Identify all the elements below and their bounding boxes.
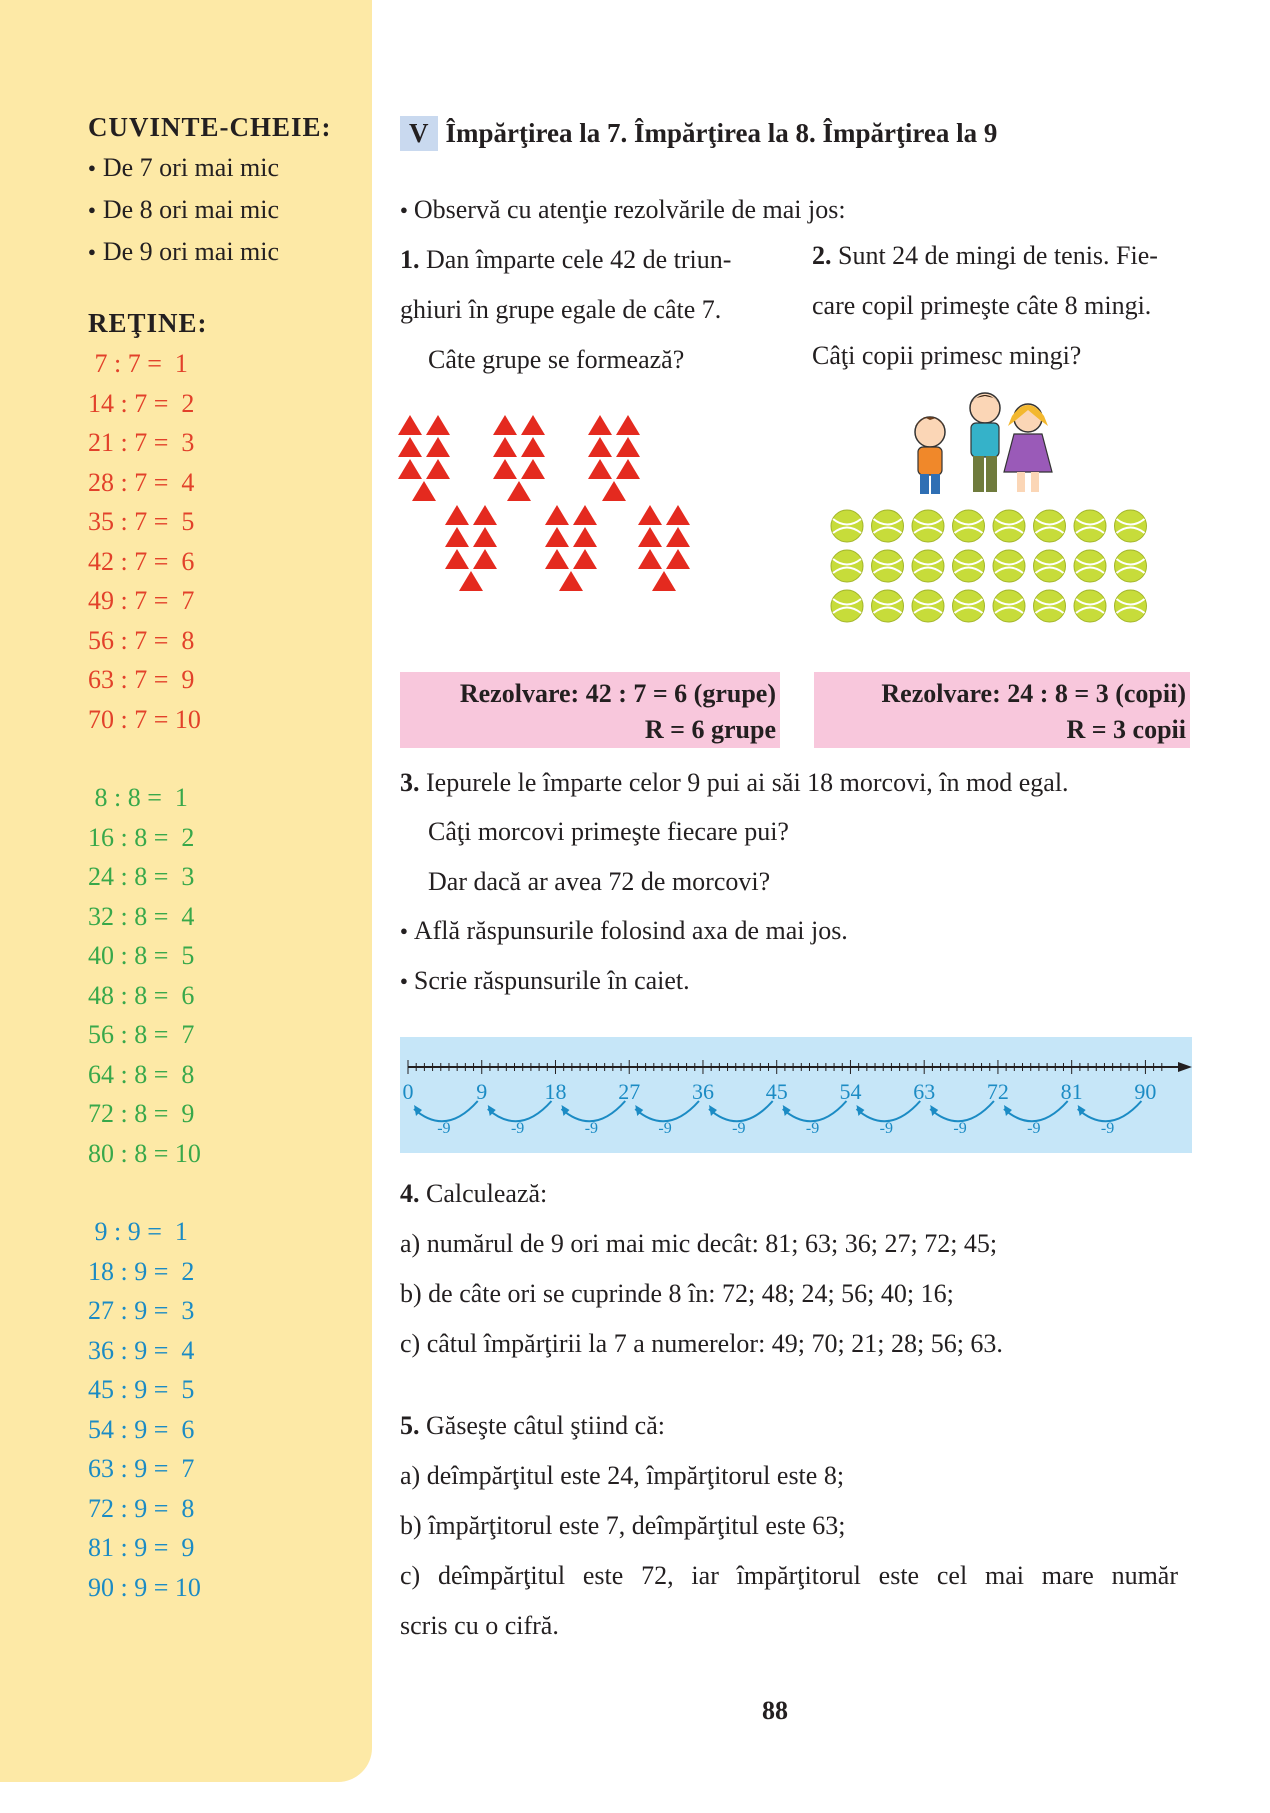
table-row: 16 : 8 = 2: [88, 822, 195, 852]
triangle-icon: [638, 527, 662, 547]
jump-label: -9: [1100, 1120, 1115, 1137]
number-line: [400, 1037, 1192, 1153]
tennis-balls-illustration: [830, 508, 1160, 633]
triangle-icon: [398, 415, 422, 435]
triangle-icon: [602, 481, 626, 501]
tick-label: 90: [1134, 1079, 1157, 1104]
division-table-8: [88, 778, 201, 1173]
triangle-icon: [521, 459, 545, 479]
child-icon: [970, 393, 1000, 492]
ex3-number: 3.: [400, 768, 420, 797]
triangle-icon: [507, 481, 531, 501]
triangle-icon: [521, 437, 545, 457]
table-row: 9 : 9 = 1: [88, 1217, 188, 1246]
ex2-number: 2.: [812, 241, 832, 270]
tick-label: 45: [765, 1079, 788, 1104]
tennis-ball-icon: [912, 590, 944, 622]
children-illustration: [900, 380, 1070, 505]
triangle-icon: [398, 459, 422, 479]
table-row: 49 : 7 = 7: [88, 586, 195, 615]
tick-label: 9: [476, 1079, 488, 1104]
table-row: 27 : 9 = 3: [88, 1296, 195, 1325]
triangle-icon: [445, 505, 469, 525]
table-row: 48 : 8 = 6: [88, 980, 195, 1010]
triangle-icon: [616, 415, 640, 435]
ex2-solution-box: [814, 672, 1190, 748]
table-row: 24 : 8 = 3: [88, 862, 195, 891]
table-row: 63 : 7 = 9: [88, 665, 195, 694]
table-row: 7 : 7 = 1: [88, 349, 188, 378]
ex4-number: 4.: [400, 1179, 420, 1208]
table-row: 14 : 7 = 2: [88, 388, 195, 418]
tennis-ball-icon: [912, 550, 944, 582]
triangle-icon: [493, 437, 517, 457]
tick-label: 54: [839, 1079, 862, 1104]
triangle-icon: [545, 505, 569, 525]
tennis-ball-icon: [872, 550, 904, 582]
chapter-title: [400, 116, 997, 151]
tennis-ball-icon: [993, 590, 1025, 622]
table-row: 45 : 9 = 5: [88, 1375, 195, 1404]
jump-arc: [856, 1101, 920, 1121]
table-row: 42 : 7 = 6: [88, 546, 195, 576]
triangle-icon: [588, 459, 612, 479]
triangle-icon: [666, 527, 690, 547]
tennis-ball-icon: [953, 550, 985, 582]
ex5-c1: c) deîmpărţitul este 72, iar împărţitorul este cel mai mare număr: [400, 1561, 1178, 1590]
keyword-item: ● De 8 ori mai mic: [88, 190, 279, 232]
table-row: 56 : 8 = 7: [88, 1020, 195, 1049]
tick-label: 81: [1060, 1079, 1083, 1104]
triangle-icon: [573, 505, 597, 525]
table-row: 40 : 8 = 5: [88, 941, 195, 970]
child-icon: [1004, 404, 1052, 492]
tennis-ball-icon: [1115, 550, 1147, 582]
jump-arc: [1078, 1101, 1142, 1121]
table-row: 80 : 8 = 10: [88, 1138, 201, 1168]
triangle-icon: [559, 571, 583, 591]
ex4-a: a) numărul de 9 ori mai mic decât: 81; 63; 36; 27; 72; 45;: [400, 1229, 998, 1258]
table-row: 81 : 9 = 9: [88, 1533, 195, 1562]
tennis-ball-icon: [831, 510, 863, 542]
page-number: 88: [762, 1696, 788, 1725]
intro-text: ● Observă cu atenţie rezolvările de mai jos:: [400, 190, 846, 232]
chapter-number: V: [400, 116, 438, 151]
tennis-ball-icon: [1074, 590, 1106, 622]
triangle-icon: [545, 549, 569, 569]
triangle-icon: [638, 505, 662, 525]
table-row: 64 : 8 = 8: [88, 1059, 195, 1089]
tennis-ball-icon: [872, 510, 904, 542]
jump-label: -9: [1027, 1120, 1041, 1137]
triangle-icon: [638, 549, 662, 569]
jump-label: -9: [658, 1120, 672, 1137]
ex2-line2: care copil primeşte câte 8 mingi.: [812, 291, 1152, 320]
tennis-ball-icon: [993, 510, 1025, 542]
ex4-b: b) de câte ori se cuprinde 8 în: 72; 48; 24; 56; 40; 16;: [400, 1279, 954, 1308]
jump-arc: [488, 1101, 552, 1121]
ex3-line1: 3. Iepurele le împarte celor 9 pui ai săi 18 morcovi, în mod egal.: [400, 768, 1069, 797]
tennis-ball-icon: [1034, 550, 1066, 582]
triangle-icon: [493, 459, 517, 479]
tick-label: 63: [913, 1079, 936, 1104]
ex1-number: 1.: [400, 245, 420, 274]
tick-label: 27: [618, 1079, 641, 1104]
tennis-ball-icon: [953, 510, 985, 542]
ex1-line2: ghiuri în grupe egale de câte 7.: [400, 295, 722, 324]
triangle-icon: [473, 505, 497, 525]
table-row: 70 : 7 = 10: [88, 704, 201, 734]
table-row: 72 : 9 = 8: [88, 1493, 195, 1523]
keywords-title: CUVINTE-CHEIE:: [88, 112, 332, 142]
tennis-ball-icon: [831, 590, 863, 622]
jump-label: -9: [584, 1120, 599, 1137]
triangle-icon: [666, 549, 690, 569]
table-row: 56 : 7 = 8: [88, 625, 195, 655]
tick-label: 72: [986, 1079, 1009, 1104]
triangle-icon: [426, 459, 450, 479]
ex1-line1: 1. Dan împarte cele 42 de triun-: [400, 245, 732, 274]
jump-label: -9: [732, 1120, 746, 1137]
tick-label: 18: [544, 1079, 567, 1104]
ex5-b: b) împărţitorul este 7, deîmpărţitul este 63;: [400, 1511, 846, 1540]
ex3-bullet1: ● Află răspunsurile folosind axa de mai jos.: [400, 911, 848, 953]
ex5-title: 5. Găseşte câtul ştiind că:: [400, 1411, 665, 1440]
triangle-icon: [445, 527, 469, 547]
tennis-ball-icon: [1034, 590, 1066, 622]
tennis-ball-icon: [1115, 510, 1147, 542]
tennis-ball-icon: [912, 510, 944, 542]
arrow-icon: [1178, 1062, 1192, 1072]
jump-label: -9: [879, 1120, 893, 1137]
chapter-title-text: Împărţirea la 7. Împărţirea la 8. Împărţirea la 9: [445, 118, 998, 148]
triangle-icon: [445, 549, 469, 569]
table-row: 63 : 9 = 7: [88, 1454, 195, 1483]
jump-label: -9: [437, 1120, 451, 1137]
triangle-icon: [666, 505, 690, 525]
tennis-ball-icon: [1115, 590, 1147, 622]
number-line-axis: [400, 1037, 1192, 1153]
ex2-answer: R = 3 copii: [1066, 715, 1186, 744]
division-table-7: [88, 344, 201, 739]
triangle-icon: [616, 437, 640, 457]
division-table-9: [88, 1212, 201, 1607]
table-row: 28 : 7 = 4: [88, 467, 195, 497]
keyword-item: ● De 7 ori mai mic: [88, 148, 279, 190]
tennis-ball-icon: [1034, 510, 1066, 542]
tennis-ball-icon: [872, 590, 904, 622]
triangle-icon: [493, 415, 517, 435]
triangles-illustration: [398, 415, 748, 637]
table-row: 90 : 9 = 10: [88, 1572, 201, 1602]
table-row: 35 : 7 = 5: [88, 507, 195, 536]
jump-arc: [709, 1101, 773, 1121]
retine-title: REŢINE:: [88, 308, 208, 338]
jump-label: -9: [510, 1120, 525, 1137]
triangle-icon: [426, 415, 450, 435]
ex5-a: a) deîmpărţitul este 24, împărţitorul este 8;: [400, 1461, 845, 1490]
table-row: 8 : 8 = 1: [88, 783, 188, 812]
ex1-question: Câte grupe se formează?: [428, 345, 685, 374]
jump-arc: [561, 1101, 625, 1121]
keywords-list: [88, 148, 279, 274]
table-row: 18 : 9 = 2: [88, 1256, 195, 1286]
ex2-solution: Rezolvare: 24 : 8 = 3 (copii): [881, 679, 1186, 708]
triangle-icon: [616, 459, 640, 479]
ex5-number: 5.: [400, 1411, 420, 1440]
ex2-question: Câţi copii primesc mingi?: [812, 341, 1082, 370]
triangle-icon: [398, 437, 422, 457]
ex4-c: c) câtul împărţirii la 7 a numerelor: 49; 70; 21; 28; 56; 63.: [400, 1329, 1003, 1358]
ex3-line2: Câţi morcovi primeşte fiecare pui?: [428, 817, 789, 846]
triangle-icon: [426, 437, 450, 457]
jump-arc: [930, 1101, 994, 1121]
ex2-line1: 2. Sunt 24 de mingi de tenis. Fie-: [812, 241, 1158, 270]
triangle-icon: [412, 481, 436, 501]
tennis-ball-icon: [1074, 510, 1106, 542]
tennis-ball-icon: [831, 550, 863, 582]
triangle-icon: [473, 527, 497, 547]
ex4-title: 4. Calculează:: [400, 1179, 548, 1208]
triangle-icon: [473, 549, 497, 569]
tennis-ball-icon: [993, 550, 1025, 582]
ex3-line3: Dar dacă ar avea 72 de morcovi?: [428, 867, 771, 896]
ex3-bullet2: ● Scrie răspunsurile în caiet.: [400, 961, 690, 1003]
ex1-solution: Rezolvare: 42 : 7 = 6 (grupe): [459, 679, 776, 708]
tick-label: 36: [691, 1079, 714, 1104]
keyword-item: ● De 9 ori mai mic: [88, 232, 279, 274]
table-row: 72 : 8 = 9: [88, 1099, 195, 1128]
triangle-icon: [573, 549, 597, 569]
jump-arc: [783, 1101, 847, 1121]
table-row: 54 : 9 = 6: [88, 1414, 195, 1444]
triangle-icon: [652, 571, 676, 591]
jump-label: -9: [805, 1120, 820, 1137]
table-row: 32 : 8 = 4: [88, 901, 195, 931]
jump-arc: [414, 1101, 478, 1121]
ex5-c2: scris cu o cifră.: [400, 1611, 559, 1640]
triangle-icon: [521, 415, 545, 435]
triangle-icon: [459, 571, 483, 591]
jump-arc: [635, 1101, 699, 1121]
tennis-ball-icon: [953, 590, 985, 622]
table-row: 21 : 7 = 3: [88, 428, 195, 457]
jump-label: -9: [953, 1120, 967, 1137]
ex1-answer: R = 6 grupe: [644, 715, 776, 744]
triangle-icon: [545, 527, 569, 547]
jump-arc: [1004, 1101, 1068, 1121]
tick-label: 0: [402, 1079, 414, 1104]
tennis-ball-icon: [1074, 550, 1106, 582]
triangle-icon: [588, 415, 612, 435]
table-row: 36 : 9 = 4: [88, 1335, 195, 1365]
triangle-icon: [588, 437, 612, 457]
child-icon: [915, 417, 945, 494]
triangle-icon: [573, 527, 597, 547]
ex1-solution-box: [400, 672, 780, 748]
